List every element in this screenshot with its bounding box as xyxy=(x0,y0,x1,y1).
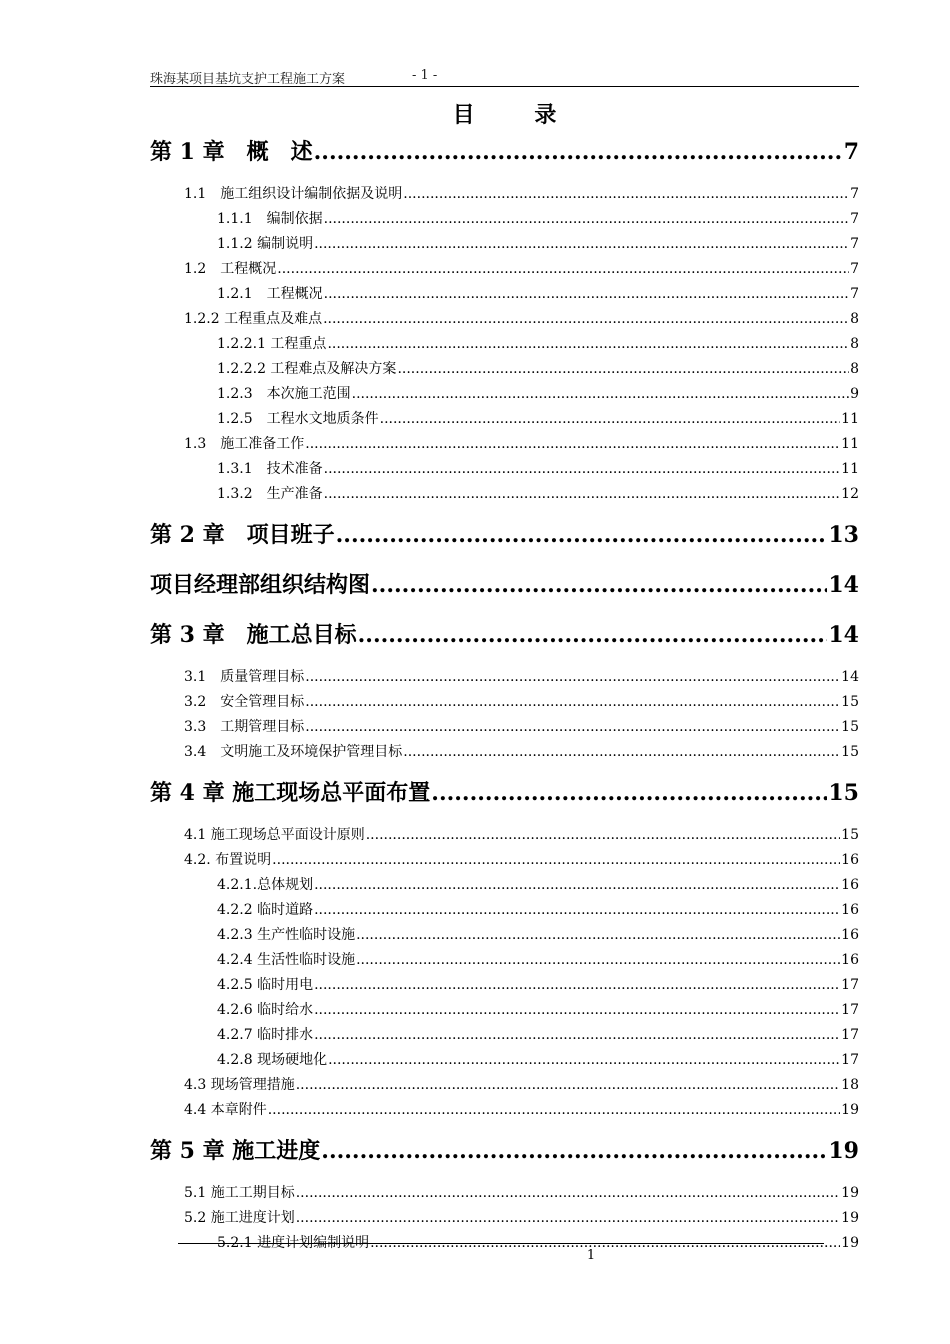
toc-entry-page: 19 xyxy=(841,1102,859,1118)
footer-rule xyxy=(178,1243,824,1244)
footer-page-number: 1 xyxy=(586,1248,596,1263)
toc-entry-chapter-1[interactable] xyxy=(150,132,859,182)
toc-entry-page: 8 xyxy=(850,311,859,327)
toc-entry-label: 1.3.1 技术准备 xyxy=(217,461,323,477)
toc-entry[interactable] xyxy=(150,332,859,357)
toc-entry-page: 16 xyxy=(841,852,859,868)
toc-entry[interactable] xyxy=(150,257,859,282)
toc-entry-label: 第 2 章 项目班子 xyxy=(150,522,335,548)
toc-entry-label: 5.2.1 进度计划编制说明 xyxy=(217,1235,370,1251)
toc-entry-chapter-2[interactable] xyxy=(150,515,859,565)
toc-entry[interactable] xyxy=(150,948,859,973)
toc-entry-label: 1.2.2.1 工程重点 xyxy=(217,336,327,352)
toc-entry-label: 5.1 施工工期目标 xyxy=(184,1185,295,1201)
toc-entry-label: 1.2.5 工程水文地质条件 xyxy=(217,411,379,427)
toc-entry-label: 3.2 安全管理目标 xyxy=(184,694,305,710)
toc-entry-page: 19 xyxy=(841,1185,859,1201)
toc-entry-label: 4.2.5 临时用电 xyxy=(217,977,314,993)
toc-entry-page: 11 xyxy=(841,436,859,452)
header-title: 珠海某项目基坑支护工程施工方案 xyxy=(150,72,346,87)
toc-entry[interactable] xyxy=(150,690,859,715)
toc-entry-label: 1.2.2 工程重点及难点 xyxy=(184,311,323,327)
toc-entry-page: 16 xyxy=(841,952,859,968)
toc-entry-label: 1.2.3 本次施工范围 xyxy=(217,386,351,402)
toc-entry-page: 16 xyxy=(841,927,859,943)
toc-entry[interactable] xyxy=(150,1023,859,1048)
toc-entry-label: 1.2 工程概况 xyxy=(184,261,277,277)
toc-entry-page: 19 xyxy=(828,1138,859,1164)
toc-entry-page: 15 xyxy=(841,694,859,710)
toc-entry-page: 15 xyxy=(828,780,859,806)
toc-entry-page: 15 xyxy=(841,827,859,843)
toc-entry[interactable] xyxy=(150,973,859,998)
toc-entry-page: 19 xyxy=(841,1235,859,1251)
toc-entry-page: 7 xyxy=(850,286,859,302)
toc-entry-label: 3.1 质量管理目标 xyxy=(184,669,305,685)
toc-entry-page: 16 xyxy=(841,877,859,893)
toc-entry-page: 18 xyxy=(841,1077,859,1093)
toc-entry[interactable] xyxy=(150,207,859,232)
toc-entry[interactable] xyxy=(150,182,859,207)
toc-entry[interactable] xyxy=(150,382,859,407)
toc-entry-label: 1.2.1 工程概况 xyxy=(217,286,323,302)
toc-entry-label: 第 5 章 施工进度 xyxy=(150,1138,321,1164)
toc-entry-page: 13 xyxy=(828,522,859,548)
header-page: - 1 - xyxy=(412,68,438,83)
toc-entry-label: 第 3 章 施工总目标 xyxy=(150,622,357,648)
toc-entry-label: 1.3 施工准备工作 xyxy=(184,436,305,452)
toc-entry[interactable] xyxy=(150,848,859,873)
toc-entry[interactable] xyxy=(150,282,859,307)
toc-entry-label: 4.2.6 临时给水 xyxy=(217,1002,314,1018)
toc-entry-label: 4.2. 布置说明 xyxy=(184,852,272,868)
toc-entry[interactable] xyxy=(150,407,859,432)
toc-entry-label: 4.2.3 生产性临时设施 xyxy=(217,927,356,943)
toc-entry-label: 5.2 施工进度计划 xyxy=(184,1210,295,1226)
toc-entry-page: 15 xyxy=(841,719,859,735)
toc-entry-page: 7 xyxy=(843,139,859,165)
toc-entry-page: 19 xyxy=(841,1210,859,1226)
toc-entry-page: 14 xyxy=(828,572,859,598)
toc-entry-page: 17 xyxy=(841,1002,859,1018)
toc-entry[interactable] xyxy=(150,1098,859,1123)
toc-entry[interactable] xyxy=(150,1048,859,1073)
toc-entry-label: 4.2.7 临时排水 xyxy=(217,1027,314,1043)
toc-entry-page: 17 xyxy=(841,1027,859,1043)
toc-entry-label: 1.3.2 生产准备 xyxy=(217,486,323,502)
toc-entry-page: 7 xyxy=(850,211,859,227)
toc-entry-label: 3.4 文明施工及环境保护管理目标 xyxy=(184,744,403,760)
toc-entry-page: 12 xyxy=(841,486,859,502)
toc-entry-label: 4.3 现场管理措施 xyxy=(184,1077,295,1093)
toc-entry-page: 17 xyxy=(841,1052,859,1068)
toc-entry-label: 4.2.1.总体规划 xyxy=(217,877,314,893)
table-of-contents xyxy=(150,132,859,1256)
toc-entry-page: 8 xyxy=(850,361,859,377)
toc-entry-page: 7 xyxy=(850,186,859,202)
toc-entry-org-chart[interactable] xyxy=(150,565,859,615)
toc-entry[interactable] xyxy=(150,1073,859,1098)
toc-entry[interactable] xyxy=(150,357,859,382)
toc-entry[interactable] xyxy=(150,898,859,923)
toc-entry-label: 项目经理部组织结构图 xyxy=(150,572,371,598)
toc-entry-label: 第 4 章 施工现场总平面布置 xyxy=(150,780,431,806)
toc-entry-label: 第 1 章 概 述 xyxy=(150,139,313,165)
toc-entry-page: 8 xyxy=(850,336,859,352)
toc-entry[interactable] xyxy=(150,432,859,457)
toc-entry[interactable] xyxy=(150,998,859,1023)
toc-entry[interactable] xyxy=(150,923,859,948)
toc-entry-page: 11 xyxy=(841,411,859,427)
toc-entry[interactable] xyxy=(150,457,859,482)
toc-entry[interactable] xyxy=(150,307,859,332)
toc-entry-page: 7 xyxy=(850,236,859,252)
toc-entry[interactable] xyxy=(150,232,859,257)
page-header xyxy=(150,66,859,87)
toc-entry-chapter-4[interactable] xyxy=(150,773,859,823)
toc-entry-label: 4.1 施工现场总平面设计原则 xyxy=(184,827,365,843)
toc-entry-page: 15 xyxy=(841,744,859,760)
toc-title: 目 录 xyxy=(452,102,583,128)
toc-entry-chapter-5[interactable] xyxy=(150,1131,859,1181)
toc-entry-label: 4.2.4 生活性临时设施 xyxy=(217,952,356,968)
toc-entry[interactable] xyxy=(150,823,859,848)
toc-entry-chapter-3[interactable] xyxy=(150,615,859,665)
toc-entry[interactable] xyxy=(150,1206,859,1231)
toc-entry[interactable] xyxy=(150,482,859,507)
toc-entry[interactable] xyxy=(150,665,859,690)
toc-entry-page: 14 xyxy=(828,622,859,648)
toc-entry-page: 14 xyxy=(841,669,859,685)
toc-entry-label: 4.2.2 临时道路 xyxy=(217,902,314,918)
toc-entry-label: 1.1.2 编制说明 xyxy=(217,236,314,252)
toc-entry-page: 11 xyxy=(841,461,859,477)
toc-entry[interactable] xyxy=(150,1181,859,1206)
toc-entry[interactable] xyxy=(150,715,859,740)
toc-entry-page: 9 xyxy=(850,386,859,402)
toc-entry-page: 7 xyxy=(850,261,859,277)
toc-entry-label: 4.2.8 现场硬地化 xyxy=(217,1052,328,1068)
toc-entry[interactable] xyxy=(150,740,859,765)
toc-entry-label: 1.1.1 编制依据 xyxy=(217,211,323,227)
toc-entry-page: 17 xyxy=(841,977,859,993)
toc-entry-label: 3.3 工期管理目标 xyxy=(184,719,305,735)
toc-entry-label: 1.2.2.2 工程难点及解决方案 xyxy=(217,361,397,377)
toc-entry-label: 4.4 本章附件 xyxy=(184,1102,267,1118)
toc-entry-label: 1.1 施工组织设计编制依据及说明 xyxy=(184,186,403,202)
toc-entry-page: 16 xyxy=(841,902,859,918)
toc-entry[interactable] xyxy=(150,873,859,898)
